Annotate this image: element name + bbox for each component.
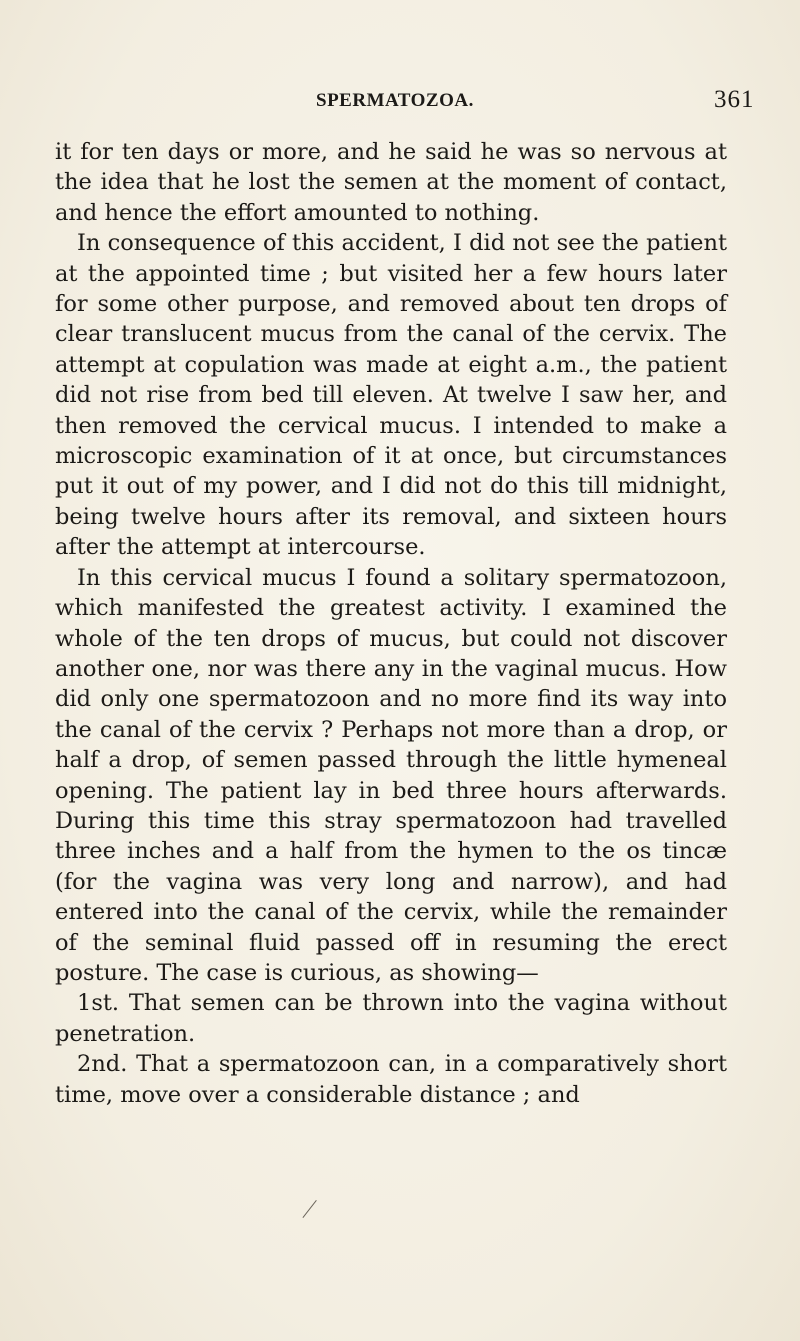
running-head xyxy=(60,82,780,122)
conclusion-item-first: 1st. That semen can be thrown into the vagina without penetration. xyxy=(55,990,727,1047)
chapter-title: SPERMATOZOA. xyxy=(316,90,474,111)
page-number: 361 xyxy=(714,86,755,113)
paragraph-cervical-mucus: In this cervical mucus I found a solitary spermatozoon, which manifested the greatest activity. I examined the whole of the ten drops of mucus, but could not discover another one, nor was there any in the vaginal mucus. How did only one spermatozoon and no more find its way into the canal of the cervix ? Perhaps not more than a drop, or half a drop, of semen passed through the little hymeneal opening. The patient lay in bed three hours afterwards. During this time this stray spermatozoon had travelled three inches and a half from the hymen to the os tincæ (for the vagina was very long and narrow), and had entered into the canal of the cervix, while the remainder of the seminal fluid passed off in resuming the erect posture. The case is curious, as showing— xyxy=(55,564,727,986)
stray-pen-mark xyxy=(302,1200,316,1218)
body-text xyxy=(55,137,727,1110)
paragraph-continuation: it for ten days or more, and he said he was so nervous at the idea that he lost the semen at the moment of contact, and hence the effort amounted to nothing. xyxy=(55,139,727,226)
paragraph-accident: In consequence of this accident, I did not see the patient at the appointed time ; but visited her a few hours later for some other purpose, and removed about ten drops of clear translucent mucus from the canal of the cervix. The attempt at copulation was made at eight a.m., the patient did not rise from bed till eleven. At twelve I saw her, and then removed the cervical mucus. I intended to make a microscopic examination of it at once, but circumstances put it out of my power, and I did not do this till midnight, being twelve hours after its removal, and sixteen hours after the attempt at intercourse. xyxy=(55,230,727,561)
conclusion-item-second: 2nd. That a spermatozoon can, in a comparatively short time, move over a considerable distance ; and xyxy=(55,1051,727,1108)
